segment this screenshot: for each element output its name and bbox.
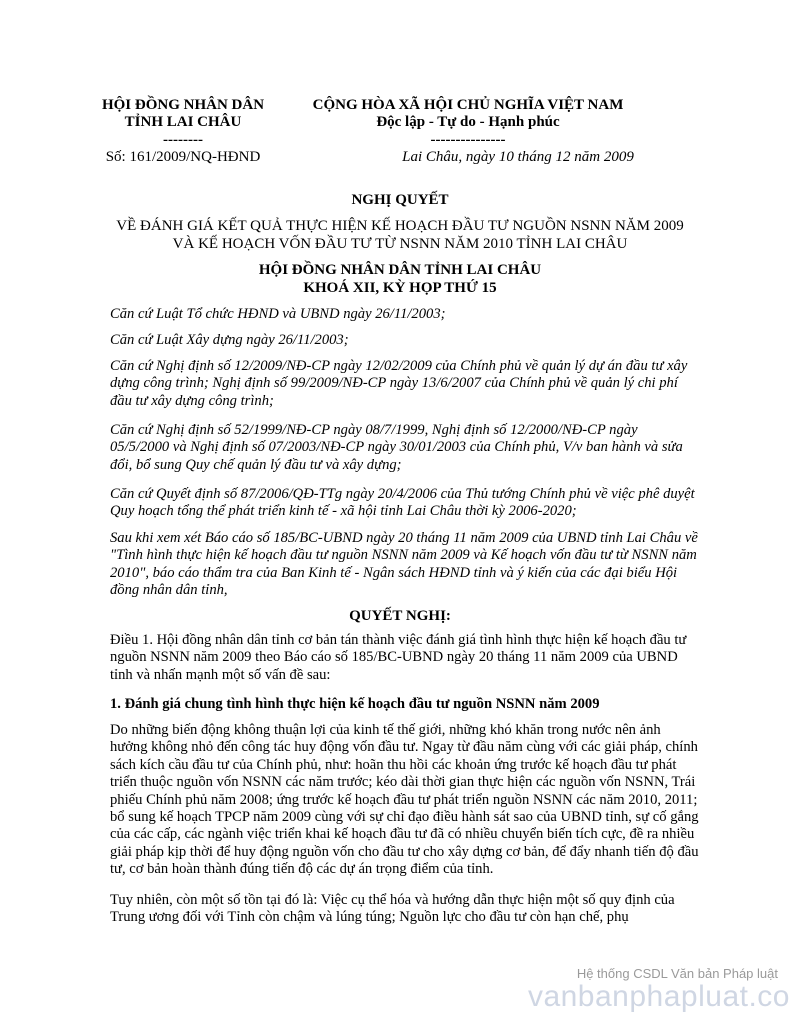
section-1-heading: 1. Đánh giá chung tình hình thực hiện kế hoạch đầu tư nguồn NSNN năm 2009	[110, 696, 600, 712]
preamble-item: Căn cứ Nghị định số 52/1999/NĐ-CP ngày 08/7/1999, Nghị định số 12/2000/NĐ-CP ngày 05/5/2000 và Nghị định số 07/2003/NĐ-CP ngày 30/01/2003 của Chính phủ, V/v ban hành và sửa đổi, bổ sung Quy chế quản lý đầu tư và xây dựng;	[110, 422, 683, 473]
section-1-paragraph-1: Do những biến động không thuận lợi của kinh tế thế giới, những khó khăn trong nước nên ảnh hưởng không nhỏ đến công tác huy động vốn đầu tư. Ngay từ đầu năm cùng với các giải pháp, chính sách kích cầu đầu tư của Chính phủ, như: hoãn thu hồi các khoản ứng trước kế hoạch đầu tư phát triển thuộc nguồn vốn NSNN các năm trước; kéo dài thời gian thực hiện các nguồn vốn NSNN, Trái phiếu Chính phủ năm 2008; ứng trước kế hoạch đầu tư phát triển nguồn NSNN các năm 2010, 2011; bổ sung kế hoạch TPCP năm 2009 cùng với sự chỉ đạo điều hành sát sao của UBND tỉnh, sự cố gắng của các cấp, các ngành việc triển khai kế hoạch đầu tư đã có nhiều chuyển biến tích cực, đề ra nhiều giải pháp kịp thời để huy động nguồn vốn cho đầu tư cho xây dựng cơ bản, để đẩy nhanh tiến độ đầu tư, cơ bản hoàn thành đúng tiến độ các dự án trọng điểm của tỉnh.	[110, 722, 699, 878]
issuing-body: HỘI ĐỒNG NHÂN DÂN TỈNH LAI CHÂU	[258, 262, 542, 278]
issuer-divider: --------	[163, 132, 203, 148]
section-1-paragraph-2: Tuy nhiên, còn một số tồn tại đó là: Việc cụ thể hóa và hướng dẫn thực hiện một số quy định của Trung ương đối với Tỉnh còn chậm và lúng túng; Nguồn lực cho đầu tư còn hạn chế, phụ	[110, 892, 675, 926]
nation-motto: Độc lập - Tự do - Hạnh phúc	[376, 114, 560, 130]
preamble-item: Căn cứ Luật Xây dựng ngày 26/11/2003;	[110, 332, 349, 348]
document-number: Số: 161/2009/NQ-HĐND	[105, 149, 261, 165]
subject-line-1: VỀ ĐÁNH GIÁ KẾT QUẢ THỰC HIỆN KẾ HOẠCH ĐẦU TƯ NGUỒN NSNN NĂM 2009	[116, 218, 684, 234]
article-1: Điều 1. Hội đồng nhân dân tỉnh cơ bản tán thành việc đánh giá tình hình thực hiện kế hoạch đầu tư nguồn NSNN năm 2009 theo Báo cáo số 185/BC-UBND ngày 20 tháng 11 năm 2009 của UBND tỉnh và nhấn mạnh một số vấn đề sau:	[110, 632, 687, 683]
document-type: NGHỊ QUYẾT	[351, 192, 449, 208]
preamble-item: Căn cứ Luật Tổ chức HĐND và UBND ngày 26/11/2003;	[110, 306, 446, 322]
nation-divider: ---------------	[430, 132, 506, 148]
preamble-item: Căn cứ Nghị định số 12/2009/NĐ-CP ngày 12/02/2009 của Chính phủ về quản lý dự án đầu tư xây dựng công trình; Nghị định số 99/2009/NĐ-CP ngày 13/6/2007 của Chính phủ về quản lý chi phí đầu tư xây dựng công trình;	[110, 358, 688, 409]
watermark-site: vanbanphapluat.co	[527, 980, 790, 1013]
issuer-name: HỘI ĐỒNG NHÂN DÂN	[101, 97, 265, 113]
nation-name: CỘNG HÒA XÃ HỘI CHỦ NGHĨA VIỆT NAM	[312, 97, 624, 113]
session-info: KHOÁ XII, KỲ HỌP THỨ 15	[303, 280, 497, 296]
decision-heading: QUYẾT NGHỊ:	[349, 608, 451, 624]
issuer-province: TỈNH LAI CHÂU	[124, 114, 242, 130]
preamble-item: Sau khi xem xét Báo cáo số 185/BC-UBND ngày 20 tháng 11 năm 2009 của UBND tỉnh Lai Châu về "Tình hình thực hiện kế hoạch đầu tư nguồn NSNN năm 2009 và Kế hoạch vốn đầu tư từ NSNN năm 2010", báo cáo thẩm tra của Ban Kinh tế - Ngân sách HĐND tỉnh và ý kiến của các đại biểu Hội đồng nhân dân tỉnh,	[110, 530, 698, 599]
watermark-caption: Hệ thống CSDL Văn bản Pháp luật	[576, 966, 778, 981]
issue-date: Lai Châu, ngày 10 tháng 12 năm 2009	[402, 149, 634, 165]
subject-line-2: VÀ KẾ HOẠCH VỐN ĐẦU TƯ TỪ NSNN NĂM 2010 TỈNH LAI CHÂU	[172, 236, 628, 252]
preamble-item: Căn cứ Quyết định số 87/2006/QĐ-TTg ngày 20/4/2006 của Thủ tướng Chính phủ về việc phê duyệt Quy hoạch tổng thể phát triển kinh tế - xã hội tỉnh Lai Châu thời kỳ 2006-2020;	[110, 486, 695, 520]
